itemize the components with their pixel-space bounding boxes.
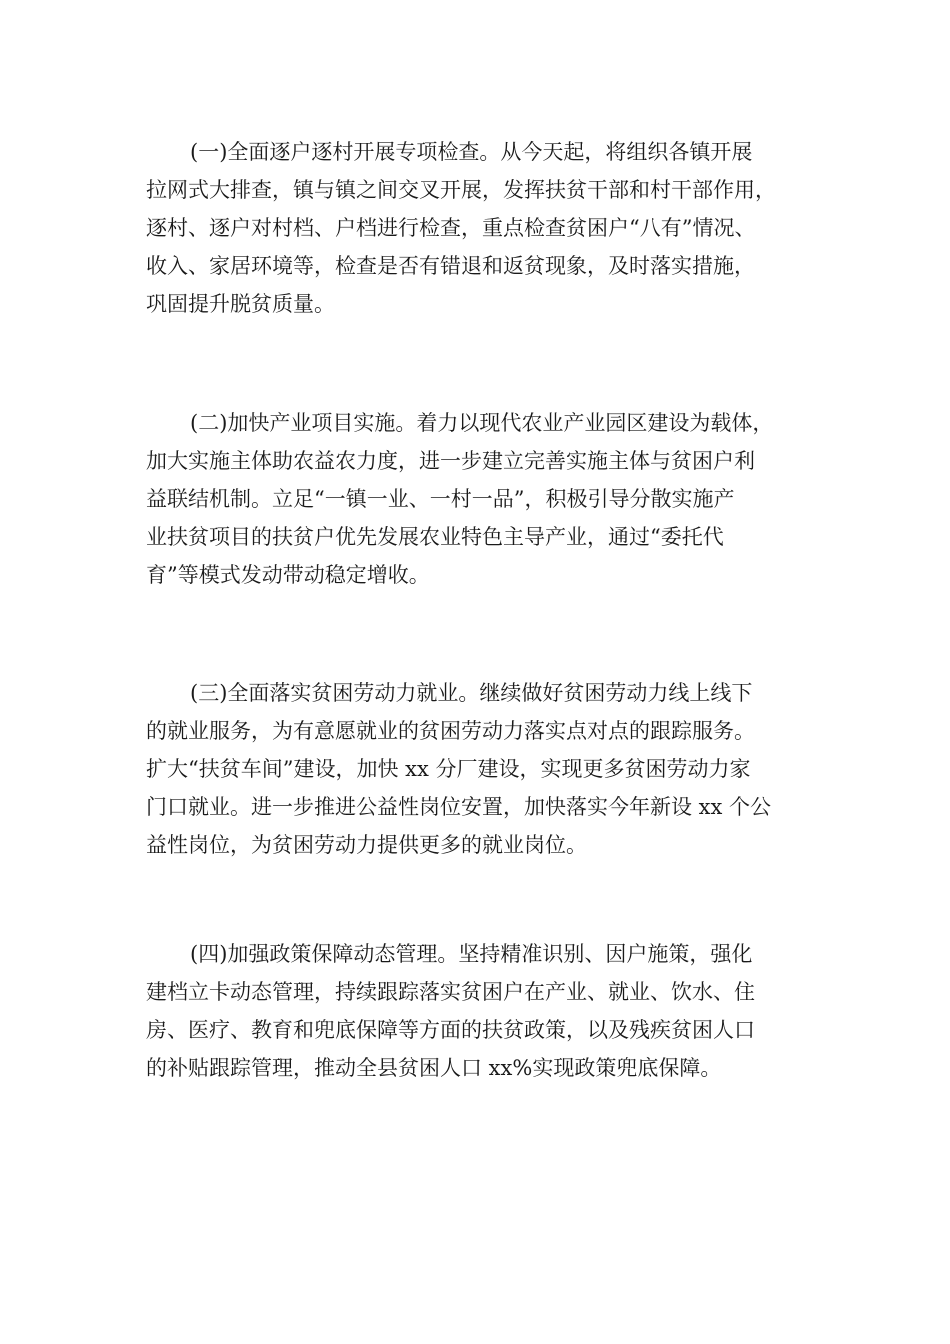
text-line: 巩固提升脱贫质量。 [146,292,335,316]
paragraph-2 [146,404,826,594]
text-line: 逐村、逐户对村档、户档进行检查，重点检查贫困户“八有”情况、 [146,216,756,240]
text-line: (二)加快产业项目实施。着力以现代农业产业园区建设为载体， [190,411,774,435]
text-line: 扩大“扶贫车间”建设，加快 xx 分厂建设，实现更多贫困劳动力家 [146,757,751,781]
text-line: 育”等模式发动带动稳定增收。 [146,563,430,587]
text-line: 门口就业。进一步推进公益性岗位安置，加快落实今年新设 xx 个公 [146,795,772,819]
text-line: 加大实施主体助农益农力度，进一步建立完善实施主体与贫困户利 [146,449,755,473]
paragraph-4 [146,935,826,1087]
text-line: (四)加强政策保障动态管理。坚持精准识别、因户施策，强化 [190,942,753,966]
text-line: 益性岗位，为贫困劳动力提供更多的就业岗位。 [146,833,587,857]
text-line: 的就业服务，为有意愿就业的贫困劳动力落实点对点的跟踪服务。 [146,719,755,743]
text-line: 收入、家居环境等，检查是否有错退和返贫现象，及时落实措施， [146,254,755,278]
paragraph-3 [146,674,826,864]
text-line: 建档立卡动态管理，持续跟踪落实贫困户在产业、就业、饮水、住 [146,980,755,1004]
text-line: 拉网式大排查，镇与镇之间交叉开展，发挥扶贫干部和村干部作用， [146,178,776,202]
text-line: (一)全面逐户逐村开展专项检查。从今天起，将组织各镇开展 [190,140,753,164]
text-line: 房、医疗、教育和兜底保障等方面的扶贫政策，以及残疾贫困人口 [146,1018,755,1042]
text-line: 的补贴跟踪管理，推动全县贫困人口 xx%实现政策兜底保障。 [146,1056,722,1080]
paragraph-1 [146,133,826,323]
text-line: 业扶贫项目的扶贫户优先发展农业特色主导产业，通过“委托代 [146,525,724,549]
text-line: 益联结机制。立足“一镇一业、一村一品”，积极引导分散实施产 [146,487,735,511]
text-line: (三)全面落实贫困劳动力就业。继续做好贫困劳动力线上线下 [190,681,753,705]
